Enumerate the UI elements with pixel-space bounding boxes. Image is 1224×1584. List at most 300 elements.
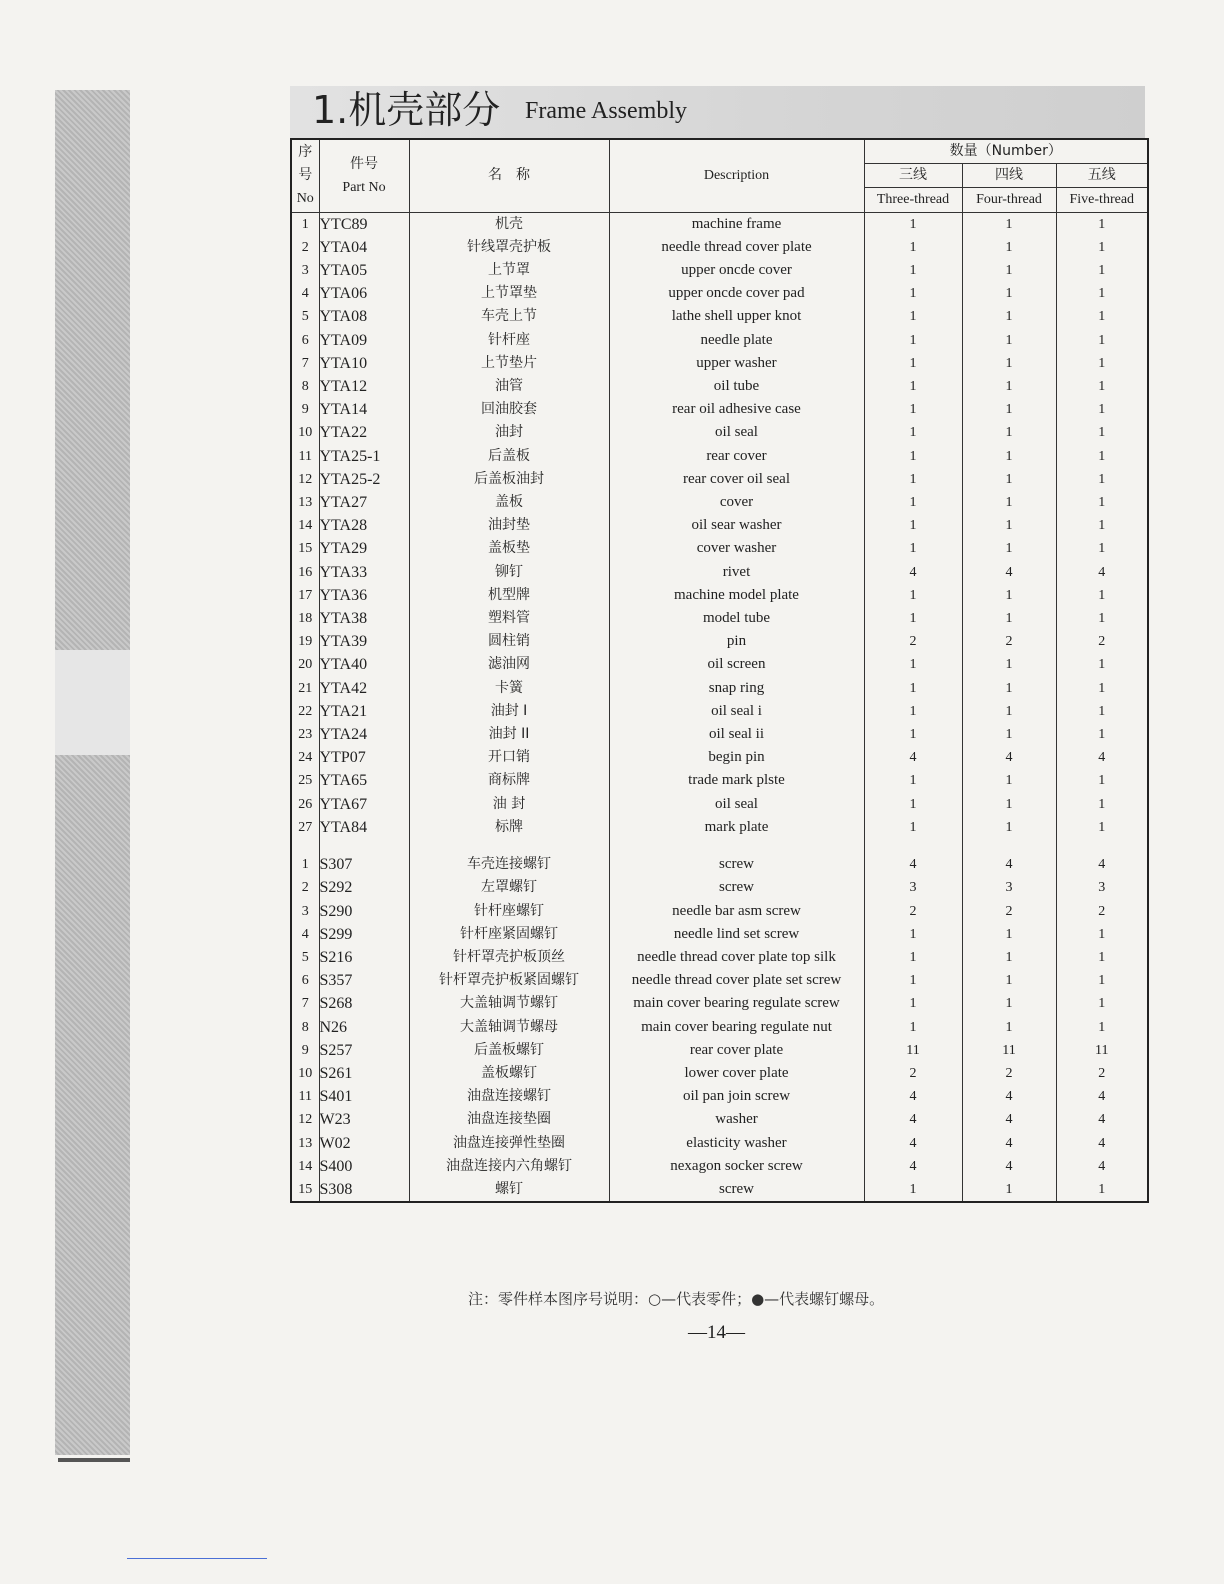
cell-part: W23	[319, 1108, 409, 1131]
page-number: —14—	[688, 1322, 745, 1343]
cell-q5: 1	[1056, 305, 1148, 328]
cell-q3: 4	[864, 561, 962, 584]
cell-desc: screw	[609, 876, 864, 899]
footnote: 注：零件样本图序号说明：○—代表零件；●—代表螺钉螺母。	[468, 1290, 885, 1308]
cell-part: S290	[319, 900, 409, 923]
cell-part: YTA25-2	[319, 468, 409, 491]
table-row	[291, 212, 1148, 236]
cell-no: 10	[291, 1062, 319, 1085]
cell-no: 20	[291, 653, 319, 676]
cell-desc: trade mark plste	[609, 769, 864, 792]
cell-desc: needle lind set screw	[609, 923, 864, 946]
cell-name: 盖板螺钉	[409, 1062, 609, 1085]
table-row	[291, 1108, 1148, 1131]
cell-q4: 1	[962, 514, 1056, 537]
cell-no: 2	[291, 876, 319, 899]
cell-q4: 1	[962, 329, 1056, 352]
cell-desc: oil sear washer	[609, 514, 864, 537]
cell-q5: 1	[1056, 923, 1148, 946]
table-row	[291, 746, 1148, 769]
cell-name: 针杆座螺钉	[409, 900, 609, 923]
cell-no: 14	[291, 514, 319, 537]
cell-name: 针杆座紧固螺钉	[409, 923, 609, 946]
cell-q5: 1	[1056, 969, 1148, 992]
cell-part: YTA04	[319, 236, 409, 259]
cell-no: 14	[291, 1155, 319, 1178]
cell-q3: 1	[864, 329, 962, 352]
cell-q4: 1	[962, 923, 1056, 946]
cell-q4: 1	[962, 259, 1056, 282]
cell-name: 卡簧	[409, 677, 609, 700]
cell-part: YTA29	[319, 537, 409, 560]
cell-name: 回油胶套	[409, 398, 609, 421]
cell-q5: 1	[1056, 514, 1148, 537]
table-row	[291, 305, 1148, 328]
cell-desc: oil seal	[609, 793, 864, 816]
cell-desc: oil tube	[609, 375, 864, 398]
cell-part: YTA38	[319, 607, 409, 630]
cell-q4: 1	[962, 445, 1056, 468]
cell-q3: 4	[864, 853, 962, 876]
cell-desc: oil screen	[609, 653, 864, 676]
cell-name: 铆钉	[409, 561, 609, 584]
cell-part: YTA27	[319, 491, 409, 514]
table-row	[291, 445, 1148, 468]
cell-part: S292	[319, 876, 409, 899]
cell-q5: 4	[1056, 746, 1148, 769]
cell-desc: screw	[609, 1178, 864, 1202]
table-row	[291, 1039, 1148, 1062]
cell-q4: 1	[962, 769, 1056, 792]
cell-desc: rivet	[609, 561, 864, 584]
cell-q3: 1	[864, 793, 962, 816]
cell-q5: 1	[1056, 468, 1148, 491]
cell-no: 13	[291, 491, 319, 514]
cell-desc: oil seal i	[609, 700, 864, 723]
section-gap	[291, 839, 1148, 853]
cell-q3: 1	[864, 398, 962, 421]
cell-q3: 1	[864, 491, 962, 514]
cell-q3: 1	[864, 584, 962, 607]
cell-name: 油封	[409, 421, 609, 444]
cell-no: 23	[291, 723, 319, 746]
cell-part: YTA25-1	[319, 445, 409, 468]
cell-name: 针线罩壳护板	[409, 236, 609, 259]
cell-part: YTC89	[319, 212, 409, 236]
cell-desc: upper oncde cover	[609, 259, 864, 282]
cell-q3: 1	[864, 723, 962, 746]
cell-q5: 1	[1056, 491, 1148, 514]
cell-q4: 1	[962, 723, 1056, 746]
cell-part: S261	[319, 1062, 409, 1085]
cell-q3: 1	[864, 445, 962, 468]
cell-part: S357	[319, 969, 409, 992]
cell-q3: 1	[864, 468, 962, 491]
table-row	[291, 853, 1148, 876]
cell-no: 13	[291, 1132, 319, 1155]
cell-name: 上节垫片	[409, 352, 609, 375]
cell-q5: 1	[1056, 236, 1148, 259]
cell-no: 16	[291, 561, 319, 584]
cell-desc: lathe shell upper knot	[609, 305, 864, 328]
table-row	[291, 259, 1148, 282]
cell-part: S268	[319, 992, 409, 1015]
cell-q3: 3	[864, 876, 962, 899]
cell-part: YTA36	[319, 584, 409, 607]
cell-no: 25	[291, 769, 319, 792]
cell-part: YTA12	[319, 375, 409, 398]
cell-q3: 1	[864, 259, 962, 282]
cell-q4: 1	[962, 793, 1056, 816]
cell-part: YTA21	[319, 700, 409, 723]
cell-desc: main cover bearing regulate screw	[609, 992, 864, 1015]
cell-q5: 1	[1056, 992, 1148, 1015]
cell-name: 左罩螺钉	[409, 876, 609, 899]
cell-q3: 1	[864, 282, 962, 305]
table-row	[291, 1132, 1148, 1155]
cell-name: 商标牌	[409, 769, 609, 792]
cell-name: 上节罩	[409, 259, 609, 282]
cell-no: 5	[291, 305, 319, 328]
table-row	[291, 514, 1148, 537]
cell-name: 油 封	[409, 793, 609, 816]
cell-q5: 4	[1056, 853, 1148, 876]
table-row	[291, 537, 1148, 560]
table-row	[291, 1085, 1148, 1108]
cell-q4: 1	[962, 282, 1056, 305]
cell-no: 1	[291, 212, 319, 236]
cell-part: S299	[319, 923, 409, 946]
table-row	[291, 1062, 1148, 1085]
cell-q4: 1	[962, 468, 1056, 491]
cell-part: YTA84	[319, 816, 409, 839]
cell-name: 盖板	[409, 491, 609, 514]
cell-name: 圆柱销	[409, 630, 609, 653]
scan-margin-line	[58, 1458, 130, 1462]
table-row	[291, 352, 1148, 375]
cell-part: YTA67	[319, 793, 409, 816]
table-row	[291, 700, 1148, 723]
table-row	[291, 1016, 1148, 1039]
cell-name: 油盘连接弹性垫圈	[409, 1132, 609, 1155]
cell-name: 油盘连接内六角螺钉	[409, 1155, 609, 1178]
cell-q4: 1	[962, 236, 1056, 259]
table-row	[291, 723, 1148, 746]
cell-q3: 4	[864, 746, 962, 769]
cell-desc: needle plate	[609, 329, 864, 352]
table-row	[291, 329, 1148, 352]
cell-q5: 1	[1056, 282, 1148, 305]
cell-no: 19	[291, 630, 319, 653]
cell-desc: cover	[609, 491, 864, 514]
cell-q3: 1	[864, 923, 962, 946]
cell-no: 24	[291, 746, 319, 769]
cell-name: 机壳	[409, 212, 609, 236]
cell-q5: 1	[1056, 352, 1148, 375]
cell-name: 大盖轴调节螺母	[409, 1016, 609, 1039]
cell-q5: 1	[1056, 259, 1148, 282]
cell-q4: 1	[962, 305, 1056, 328]
cell-name: 针杆座	[409, 329, 609, 352]
cell-part: YTA33	[319, 561, 409, 584]
cell-desc: oil seal	[609, 421, 864, 444]
cell-part: YTA09	[319, 329, 409, 352]
cell-q3: 1	[864, 677, 962, 700]
cell-no: 1	[291, 853, 319, 876]
cell-no: 9	[291, 398, 319, 421]
cell-desc: needle thread cover plate top silk	[609, 946, 864, 969]
header-three-cn: 三线	[864, 164, 962, 188]
cell-no: 11	[291, 1085, 319, 1108]
cell-no: 10	[291, 421, 319, 444]
cell-q3: 1	[864, 1016, 962, 1039]
cell-desc: rear cover oil seal	[609, 468, 864, 491]
cell-part: YTA05	[319, 259, 409, 282]
cell-desc: mark plate	[609, 816, 864, 839]
cell-name: 开口销	[409, 746, 609, 769]
table-row	[291, 946, 1148, 969]
cell-q4: 1	[962, 1016, 1056, 1039]
table-row	[291, 677, 1148, 700]
cell-q4: 1	[962, 537, 1056, 560]
scan-margin-strip	[55, 90, 130, 1455]
cell-q3: 4	[864, 1155, 962, 1178]
cell-q3: 4	[864, 1132, 962, 1155]
cell-q3: 1	[864, 305, 962, 328]
cell-q4: 4	[962, 1085, 1056, 1108]
cell-q4: 1	[962, 1178, 1056, 1202]
cell-desc: needle thread cover plate	[609, 236, 864, 259]
cell-part: YTA06	[319, 282, 409, 305]
header-description: Description	[609, 139, 864, 212]
cell-q5: 1	[1056, 607, 1148, 630]
cell-name: 盖板垫	[409, 537, 609, 560]
cell-q5: 1	[1056, 816, 1148, 839]
cell-q5: 4	[1056, 1132, 1148, 1155]
cell-q4: 1	[962, 398, 1056, 421]
table-row	[291, 561, 1148, 584]
table-row	[291, 468, 1148, 491]
cell-q5: 1	[1056, 946, 1148, 969]
page-title-en: Frame Assembly	[525, 98, 687, 124]
cell-no: 7	[291, 992, 319, 1015]
cell-q5: 1	[1056, 445, 1148, 468]
cell-part: YTA14	[319, 398, 409, 421]
cell-desc: upper oncde cover pad	[609, 282, 864, 305]
header-seq: 序 号 No	[291, 139, 319, 212]
table-row	[291, 491, 1148, 514]
table-row	[291, 793, 1148, 816]
page-title-cn: 1.机壳部分	[312, 88, 501, 132]
cell-q3: 1	[864, 537, 962, 560]
cell-name: 车壳连接螺钉	[409, 853, 609, 876]
cell-part: N26	[319, 1016, 409, 1039]
cell-q3: 2	[864, 630, 962, 653]
cell-name: 后盖板油封	[409, 468, 609, 491]
cell-q5: 4	[1056, 1085, 1148, 1108]
cell-part: YTA42	[319, 677, 409, 700]
table-row	[291, 236, 1148, 259]
parts-table	[290, 138, 1149, 1203]
cell-part: YTA22	[319, 421, 409, 444]
cell-no: 12	[291, 1108, 319, 1131]
cell-q4: 1	[962, 653, 1056, 676]
cell-q3: 1	[864, 421, 962, 444]
table-row	[291, 769, 1148, 792]
cell-q5: 2	[1056, 1062, 1148, 1085]
cell-q5: 1	[1056, 212, 1148, 236]
cell-q5: 1	[1056, 421, 1148, 444]
table-row	[291, 900, 1148, 923]
cell-part: YTA65	[319, 769, 409, 792]
header-quantity: 数量（Number）	[864, 139, 1148, 164]
table-row	[291, 992, 1148, 1015]
cell-q3: 1	[864, 700, 962, 723]
table-row	[291, 398, 1148, 421]
header-four-cn: 四线	[962, 164, 1056, 188]
table-row	[291, 584, 1148, 607]
cell-name: 针杆罩壳护板顶丝	[409, 946, 609, 969]
cell-q4: 1	[962, 491, 1056, 514]
cell-part: S216	[319, 946, 409, 969]
cell-q3: 2	[864, 1062, 962, 1085]
cell-no: 21	[291, 677, 319, 700]
cell-q4: 1	[962, 421, 1056, 444]
cell-q3: 1	[864, 607, 962, 630]
cell-part: S257	[319, 1039, 409, 1062]
cell-no: 6	[291, 329, 319, 352]
cell-q5: 11	[1056, 1039, 1148, 1062]
cell-no: 18	[291, 607, 319, 630]
cell-name: 后盖板	[409, 445, 609, 468]
cell-desc: upper washer	[609, 352, 864, 375]
cell-q5: 3	[1056, 876, 1148, 899]
cell-desc: snap ring	[609, 677, 864, 700]
cell-desc: pin	[609, 630, 864, 653]
cell-q4: 4	[962, 853, 1056, 876]
cell-name: 塑料管	[409, 607, 609, 630]
cell-part: S308	[319, 1178, 409, 1202]
header-three-en: Three-thread	[864, 188, 962, 212]
cell-desc: begin pin	[609, 746, 864, 769]
cell-desc: machine frame	[609, 212, 864, 236]
cell-q5: 2	[1056, 900, 1148, 923]
table-row	[291, 630, 1148, 653]
cell-q4: 1	[962, 352, 1056, 375]
cell-q4: 1	[962, 212, 1056, 236]
cell-q3: 1	[864, 969, 962, 992]
cell-desc: main cover bearing regulate nut	[609, 1016, 864, 1039]
cell-q3: 4	[864, 1085, 962, 1108]
cell-q4: 1	[962, 375, 1056, 398]
cell-q4: 4	[962, 1155, 1056, 1178]
cell-q4: 1	[962, 584, 1056, 607]
cell-q3: 1	[864, 212, 962, 236]
header-five-cn: 五线	[1056, 164, 1148, 188]
cell-q5: 1	[1056, 375, 1148, 398]
cell-q5: 4	[1056, 1108, 1148, 1131]
cell-no: 6	[291, 969, 319, 992]
cell-q4: 1	[962, 816, 1056, 839]
cell-desc: rear oil adhesive case	[609, 398, 864, 421]
header-five-en: Five-thread	[1056, 188, 1148, 212]
cell-name: 螺钉	[409, 1178, 609, 1202]
cell-name: 油封垫	[409, 514, 609, 537]
cell-desc: cover washer	[609, 537, 864, 560]
cell-no: 3	[291, 259, 319, 282]
cell-q5: 1	[1056, 329, 1148, 352]
cell-name: 机型牌	[409, 584, 609, 607]
parts-table-body	[291, 212, 1148, 1202]
cell-no: 3	[291, 900, 319, 923]
cell-q4: 1	[962, 969, 1056, 992]
cell-q3: 1	[864, 514, 962, 537]
cell-no: 12	[291, 468, 319, 491]
cell-desc: rear cover	[609, 445, 864, 468]
cell-no: 15	[291, 537, 319, 560]
cell-q3: 1	[864, 769, 962, 792]
cell-q5: 1	[1056, 653, 1148, 676]
cell-q5: 1	[1056, 677, 1148, 700]
cell-q5: 1	[1056, 584, 1148, 607]
cell-part: YTA28	[319, 514, 409, 537]
cell-name: 油管	[409, 375, 609, 398]
table-row	[291, 1155, 1148, 1178]
cell-part: YTA39	[319, 630, 409, 653]
cell-q3: 1	[864, 352, 962, 375]
cell-name: 上节罩垫	[409, 282, 609, 305]
cell-part: S400	[319, 1155, 409, 1178]
cell-q3: 1	[864, 653, 962, 676]
table-row	[291, 969, 1148, 992]
cell-part: YTA24	[319, 723, 409, 746]
table-row	[291, 923, 1148, 946]
cell-q4: 1	[962, 992, 1056, 1015]
cell-q4: 2	[962, 630, 1056, 653]
cell-q4: 2	[962, 1062, 1056, 1085]
cell-part: YTA08	[319, 305, 409, 328]
header-part-no: 件号 Part No	[319, 139, 409, 212]
cell-part: YTP07	[319, 746, 409, 769]
cell-no: 4	[291, 282, 319, 305]
cell-desc: washer	[609, 1108, 864, 1131]
table-row	[291, 607, 1148, 630]
table-row	[291, 1178, 1148, 1202]
cell-q4: 4	[962, 1132, 1056, 1155]
cell-no: 11	[291, 445, 319, 468]
cell-q5: 2	[1056, 630, 1148, 653]
cell-desc: lower cover plate	[609, 1062, 864, 1085]
cell-q3: 11	[864, 1039, 962, 1062]
cell-no: 8	[291, 375, 319, 398]
cell-no: 4	[291, 923, 319, 946]
cell-desc: oil pan join screw	[609, 1085, 864, 1108]
cell-q5: 1	[1056, 769, 1148, 792]
cell-no: 8	[291, 1016, 319, 1039]
cell-no: 27	[291, 816, 319, 839]
table-row	[291, 421, 1148, 444]
cell-q3: 1	[864, 946, 962, 969]
cell-q3: 1	[864, 236, 962, 259]
cell-name: 油封 I	[409, 700, 609, 723]
cell-part: S307	[319, 853, 409, 876]
cell-part: YTA40	[319, 653, 409, 676]
cell-q4: 4	[962, 746, 1056, 769]
table-row	[291, 375, 1148, 398]
cell-desc: model tube	[609, 607, 864, 630]
cell-no: 7	[291, 352, 319, 375]
cell-desc: rear cover plate	[609, 1039, 864, 1062]
